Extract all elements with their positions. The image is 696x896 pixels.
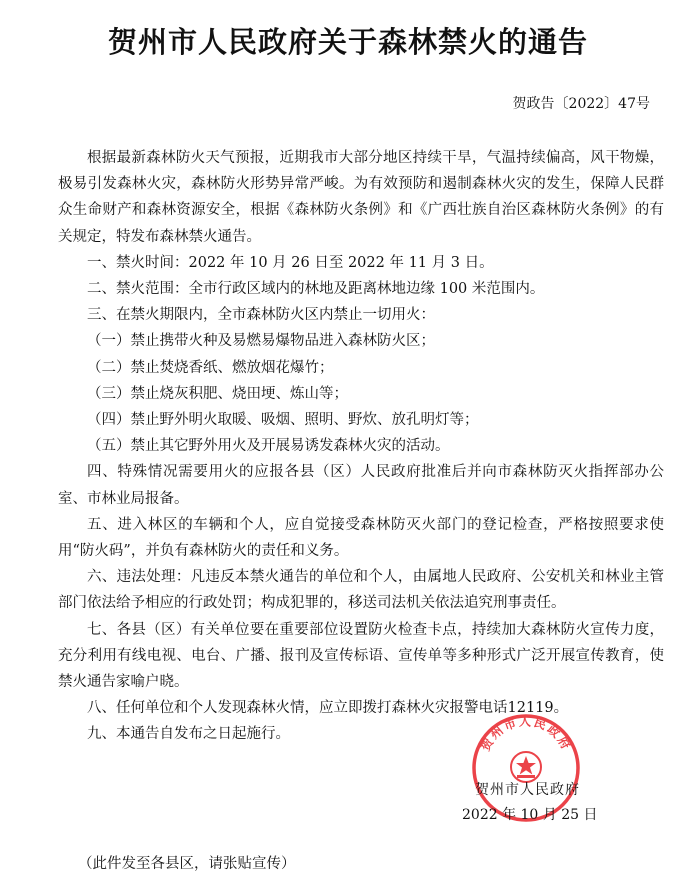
paragraph: 二、禁火范围：全市行政区域内的林地及距离林地边缘 100 米范围内。 xyxy=(87,281,545,298)
paragraph: 三、在禁火期限内，全市森林防火区内禁止一切用火： xyxy=(87,307,435,324)
svg-text:贺州市人民政府: 贺州市人民政府 xyxy=(478,714,574,754)
paragraph: （五）禁止其它野外用火及开展易诱发森林火灾的活动。 xyxy=(87,438,450,455)
paragraph: 六、违法处理：凡违反本禁火通告的单位和个人，由属地人民政府、公安机关和林业主管部门依法给予相应的行政处罚；构成犯罪的，移送司法机关依法追究刑事责任。 xyxy=(58,569,664,612)
paragraph: 七、各县（区）有关单位要在重要部位设置防火检查卡点，持续加大森林防火宣传力度，充分利用有线电视、电台、广播、报刊及宣传标语、宣传单等多种形式广泛开展宣传教育，使禁火通告家喻户晓。 xyxy=(58,621,664,691)
paragraph: （三）禁止烧灰积肥、烧田埂、炼山等； xyxy=(87,385,348,402)
document-title: 贺州市人民政府关于森林禁火的通告 xyxy=(107,25,588,59)
paragraph: 九、本通告自发布之日起施行。 xyxy=(87,726,290,743)
national-emblem-icon xyxy=(511,752,541,782)
paragraph: 根据最新森林防火天气预报，近期我市大部分地区持续干旱，气温持续偏高，风干物燥，极易引发森林火灾，森林防火形势异常严峻。为有效预防和遏制森林火灾的发生，保障人民群众生命财产和森林资源安全，根据《森林防火条例》和《广西壮族自治区森林防火条例》的有关规定，特发布森林禁火通告。 xyxy=(58,150,664,245)
document-number: 贺政告〔2022〕47号 xyxy=(512,96,650,112)
signer-name: 贺州市人民政府 xyxy=(475,782,580,798)
paragraph: 四、特殊情况需要用火的应报各县（区）人民政府批准后并向市森林防灭火指挥部办公室、市林业局报备。 xyxy=(58,464,664,507)
paragraph: （二）禁止焚烧香纸、燃放烟花爆竹； xyxy=(87,359,334,376)
paragraph: （四）禁止野外明火取暖、吸烟、照明、野炊、放孔明灯等； xyxy=(87,412,479,429)
paragraph: 一、禁火时间：2022 年 10 月 26 日至 2022 年 11 月 3 日。 xyxy=(87,254,494,271)
paragraph: 五、进入林区的车辆和个人，应自觉接受森林防灭火部门的登记检查，严格按照要求使用“防火码”，并负有森林防火的责任和义务。 xyxy=(58,516,664,560)
issue-date: 2022 年 10 月 25 日 xyxy=(462,807,598,823)
document-body xyxy=(58,145,664,748)
paragraph: 八、任何单位和个人发现森林火情，应立即拨打森林火灾报警电话12119。 xyxy=(87,700,569,717)
distribution-note: （此件发至各县区，请张贴宣传） xyxy=(78,856,296,872)
paragraph: （一）禁止携带火种及易燃易爆物品进入森林防火区； xyxy=(87,333,435,350)
